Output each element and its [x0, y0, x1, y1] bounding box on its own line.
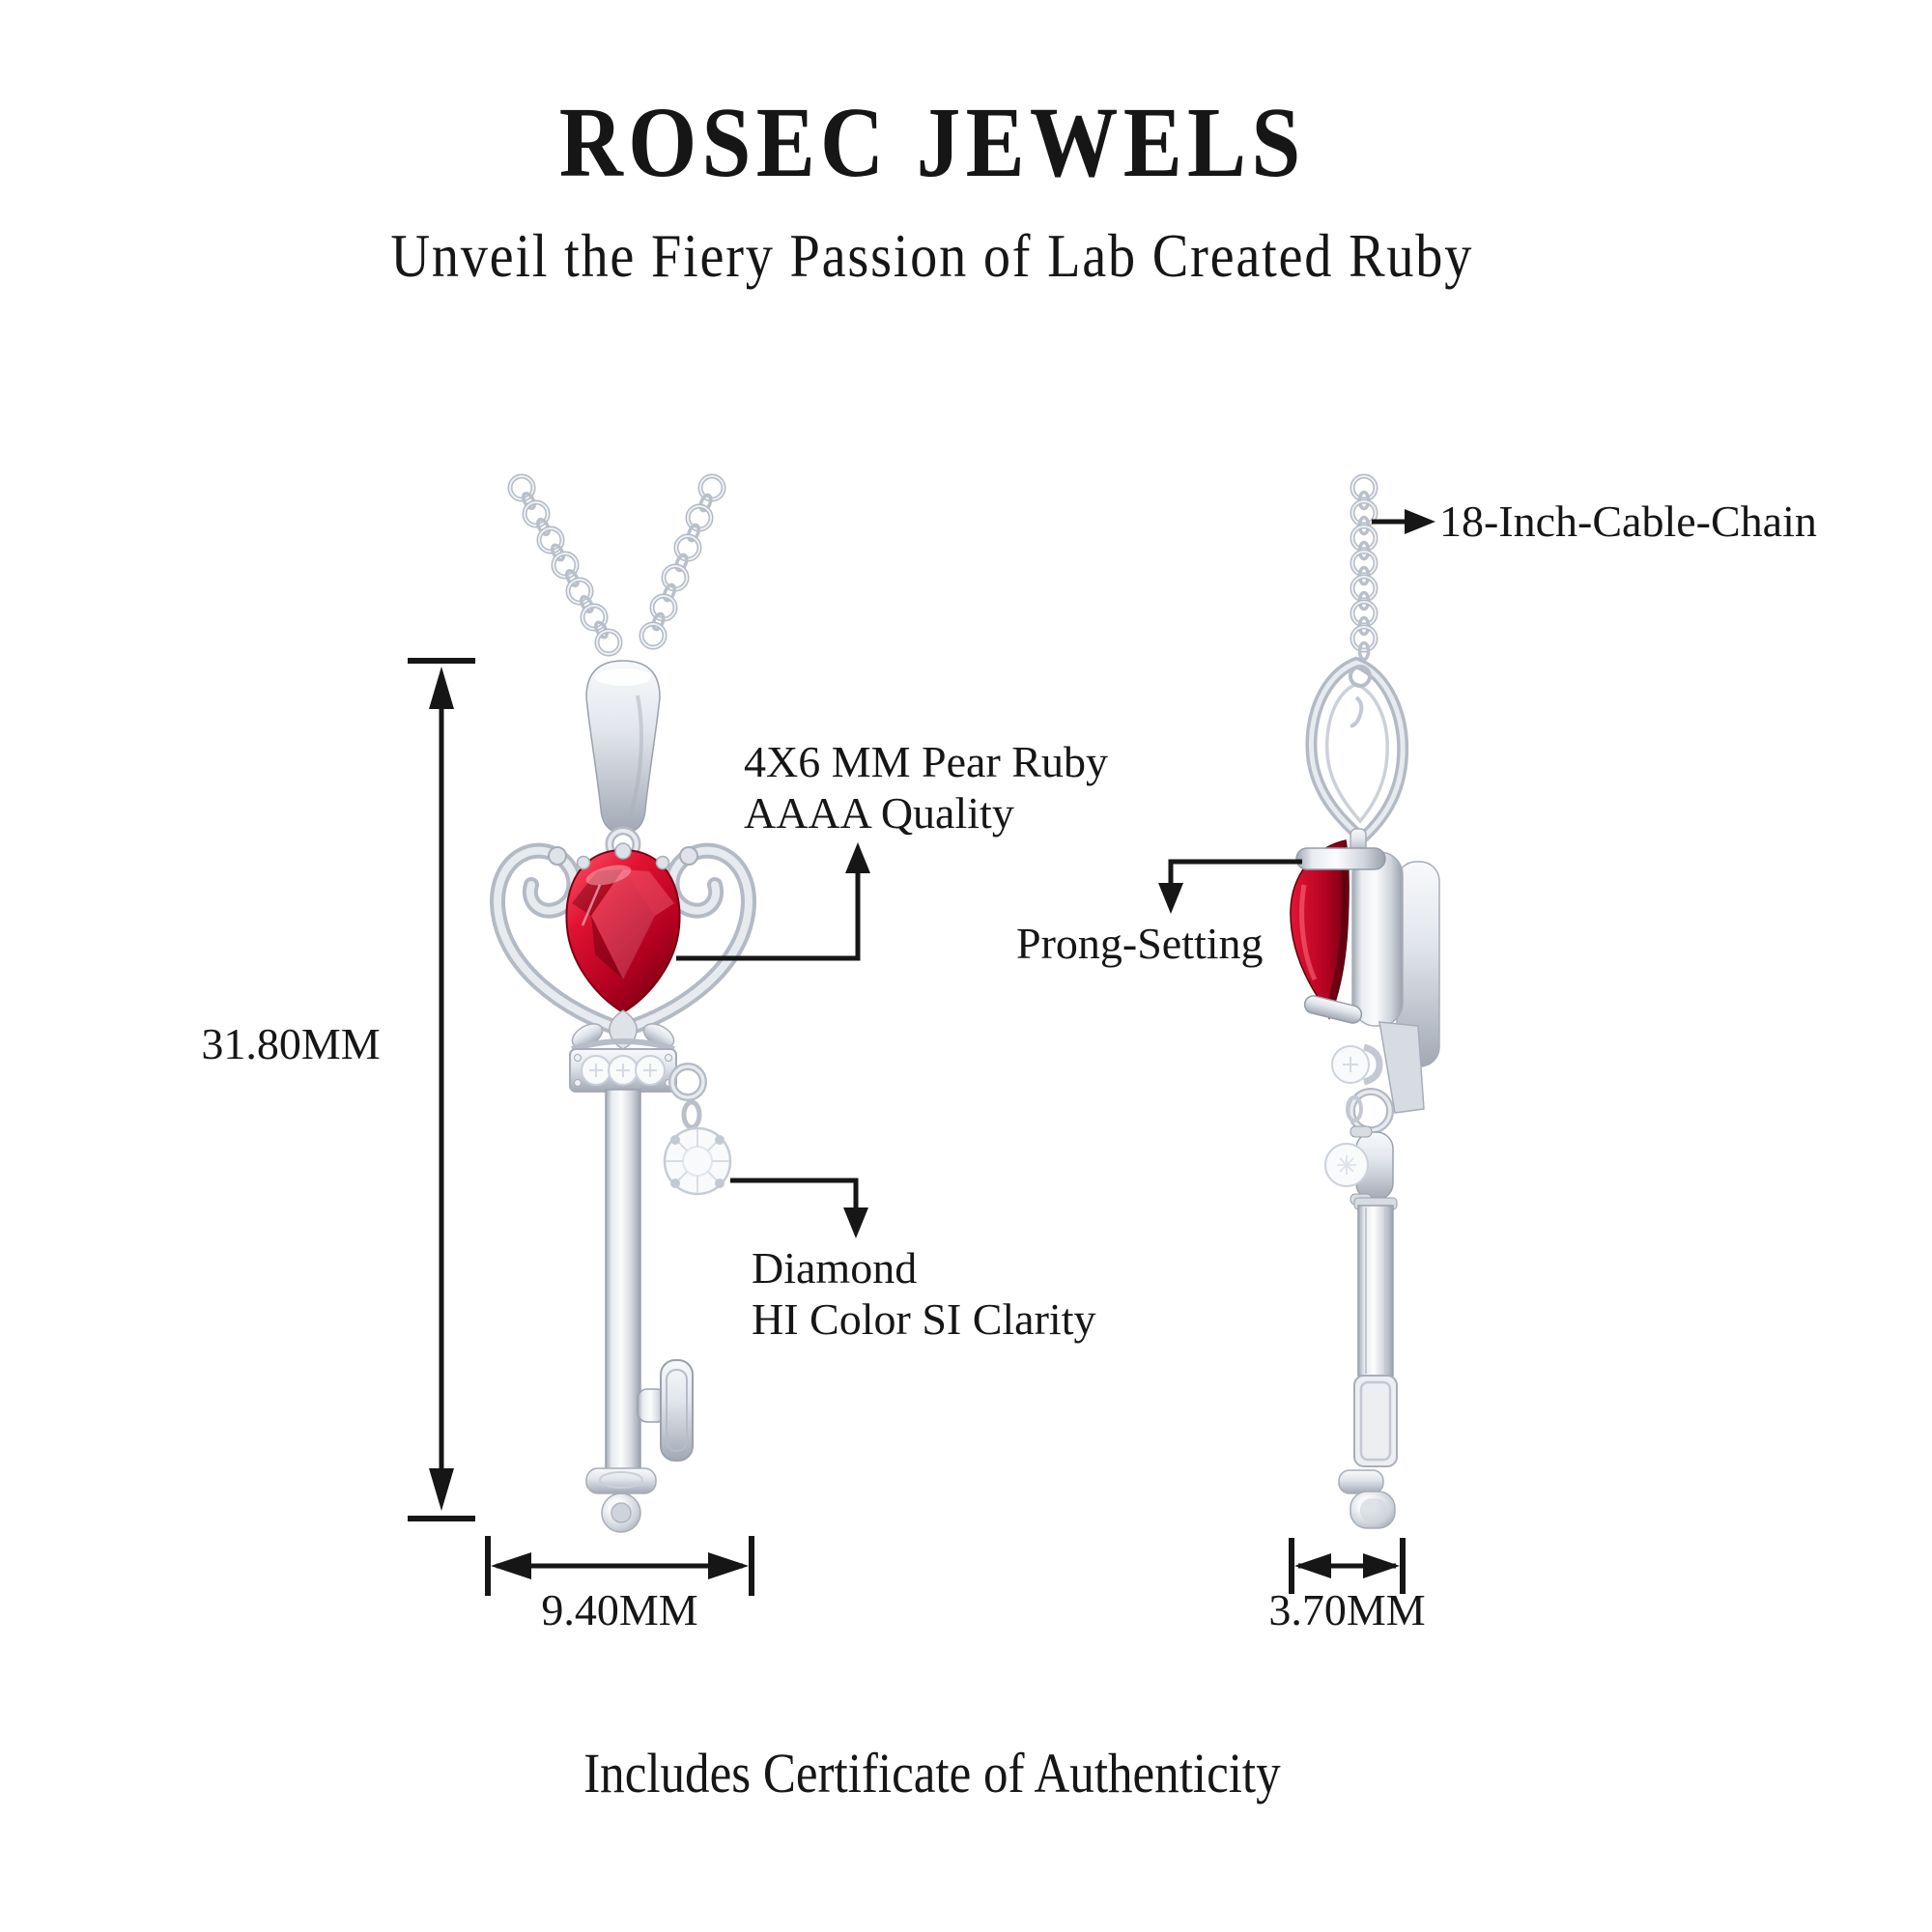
cable-chain-front — [510, 476, 724, 654]
height-dimension-line — [408, 661, 475, 1519]
key-shaft-side — [1339, 1198, 1397, 1528]
side-view-illustration — [1291, 476, 1439, 1528]
side-diamond-and-loop — [1325, 1046, 1393, 1205]
diamond-annotation-line1: Diamond — [752, 1243, 918, 1293]
front-view-illustration — [497, 476, 749, 1532]
height-measurement-label: 31.80MM — [201, 1019, 381, 1068]
prong-bar-top — [1296, 848, 1385, 869]
brand-name: ROSEC JEWELS — [558, 87, 1306, 198]
page-title — [0, 85, 1864, 200]
chain-leader-line — [1372, 509, 1435, 534]
diamond-leader-line — [730, 1180, 868, 1238]
ruby-annotation-line2: AAAA Quality — [744, 788, 1014, 838]
diamond-annotation — [752, 1242, 1095, 1345]
cable-chain-side — [1352, 476, 1376, 660]
diamond-annotation-line2: HI Color SI Clarity — [752, 1294, 1096, 1344]
band-diamonds — [582, 1056, 665, 1085]
prong-tip-icon — [615, 843, 631, 859]
ruby-annotation — [744, 736, 1108, 838]
dangling-diamond — [665, 1066, 730, 1194]
bail-side — [1311, 663, 1403, 854]
side-depth-measurement-label: 3.70MM — [1268, 1585, 1426, 1634]
prong-leader-line — [1158, 862, 1302, 914]
front-width-measurement-label: 9.40MM — [541, 1585, 698, 1634]
page-subtitle: Unveil the Fiery Passion of Lab Created Ruby — [390, 221, 1474, 290]
annotation-lines — [408, 509, 1435, 1596]
chain-annotation: 18-Inch-Cable-Chain — [1439, 497, 1817, 546]
bail-front — [586, 661, 660, 858]
ruby-annotation-line1: 4X6 MM Pear Ruby — [744, 737, 1108, 786]
certificate-note: Includes Certificate of Authenticity — [583, 1742, 1281, 1804]
prong-annotation: Prong-Setting — [1016, 919, 1264, 968]
pear-ruby-front — [566, 843, 679, 1012]
key-bit-front — [661, 1360, 693, 1461]
